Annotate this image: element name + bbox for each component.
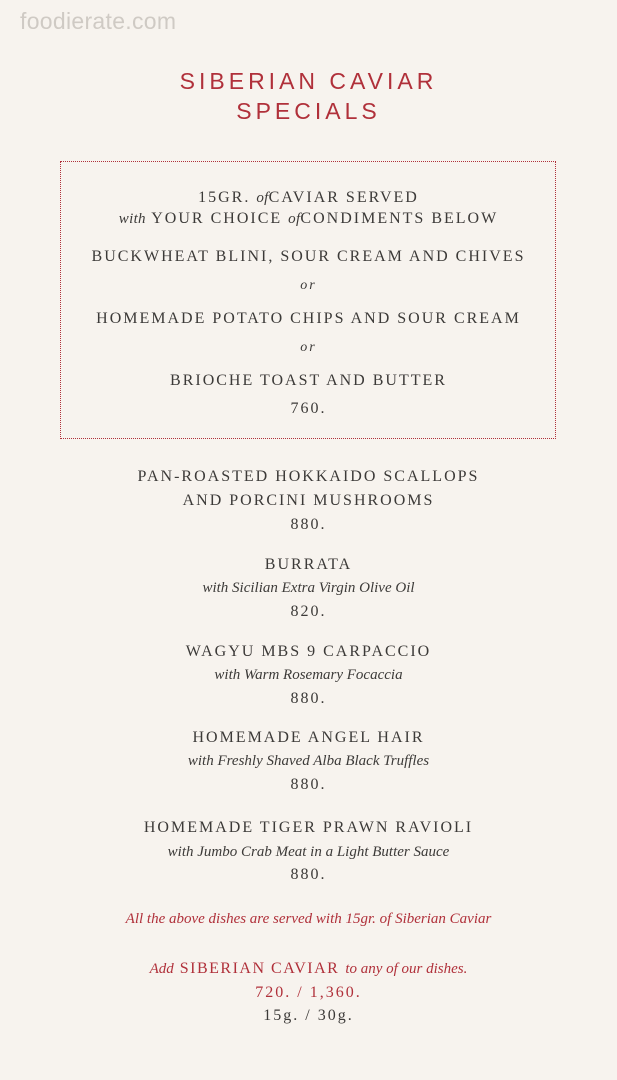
addon-highlight: SIBERIAN CAVIAR <box>179 960 340 977</box>
dish-5-price: 880. <box>290 866 327 883</box>
caviar-choice-with: with <box>118 211 146 227</box>
dish-2-desc: with Sicilian Extra Virgin Olive Oil <box>202 580 415 596</box>
condiment-option-3: BRIOCHE TOAST AND BUTTER <box>170 372 447 389</box>
addon-sizes: 15g. / 30g. <box>263 1007 354 1024</box>
addon-prices: 720. / 1,360. <box>255 984 362 1001</box>
dish-3-price: 880. <box>290 690 327 707</box>
caviar-serving-line <box>0 187 617 209</box>
dish-3-name: WAGYU MBS 9 CARPACCIO <box>185 643 432 660</box>
dish-1-name-line2: AND PORCINI MUSHROOMS <box>182 492 435 509</box>
caviar-choice-condiments: CONDIMENTS BELOW <box>300 210 499 227</box>
addon-post: to any of our dishes. <box>345 961 468 977</box>
dish-4-name: HOMEMADE ANGEL HAIR <box>192 729 425 746</box>
caviar-serving-text: CAVIAR SERVED <box>268 189 419 206</box>
caviar-serving-of: of <box>256 190 269 206</box>
watermark: foodierate.com <box>20 8 177 34</box>
caviar-serving-amount: 15GR. <box>198 189 251 206</box>
or-separator-1: or <box>300 278 317 293</box>
dish-5-desc: with Jumbo Crab Meat in a Light Butter Sauce <box>167 844 450 860</box>
dish-4-price: 880. <box>290 776 327 793</box>
dish-1-name-line1: PAN-ROASTED HOKKAIDO SCALLOPS <box>137 468 480 485</box>
caviar-box-price: 760. <box>290 400 327 417</box>
dish-2-name: BURRATA <box>264 556 353 573</box>
dish-4-desc: with Freshly Shaved Alba Black Truffles <box>187 753 430 769</box>
dish-5-name: HOMEMADE TIGER PRAWN RAVIOLI <box>143 819 474 836</box>
menu-title-line2: SPECIALS <box>236 98 381 124</box>
caviar-choice-of: of <box>288 211 301 227</box>
condiment-option-2: HOMEMADE POTATO CHIPS AND SOUR CREAM <box>96 310 521 327</box>
menu-title-line1: SIBERIAN CAVIAR <box>179 68 438 94</box>
condiment-option-1: BUCKWHEAT BLINI, SOUR CREAM AND CHIVES <box>91 248 526 265</box>
caviar-choice-text: YOUR CHOICE <box>151 210 283 227</box>
caviar-note: All the above dishes are served with 15gr. of Siberian Caviar <box>125 911 492 927</box>
dish-3-desc: with Warm Rosemary Focaccia <box>214 667 403 683</box>
addon-pre: Add <box>149 961 174 977</box>
dish-1-price: 880. <box>290 516 327 533</box>
or-separator-2: or <box>300 340 317 355</box>
caviar-choice-line <box>0 208 617 230</box>
addon-line <box>0 958 617 980</box>
dish-2-price: 820. <box>290 603 327 620</box>
